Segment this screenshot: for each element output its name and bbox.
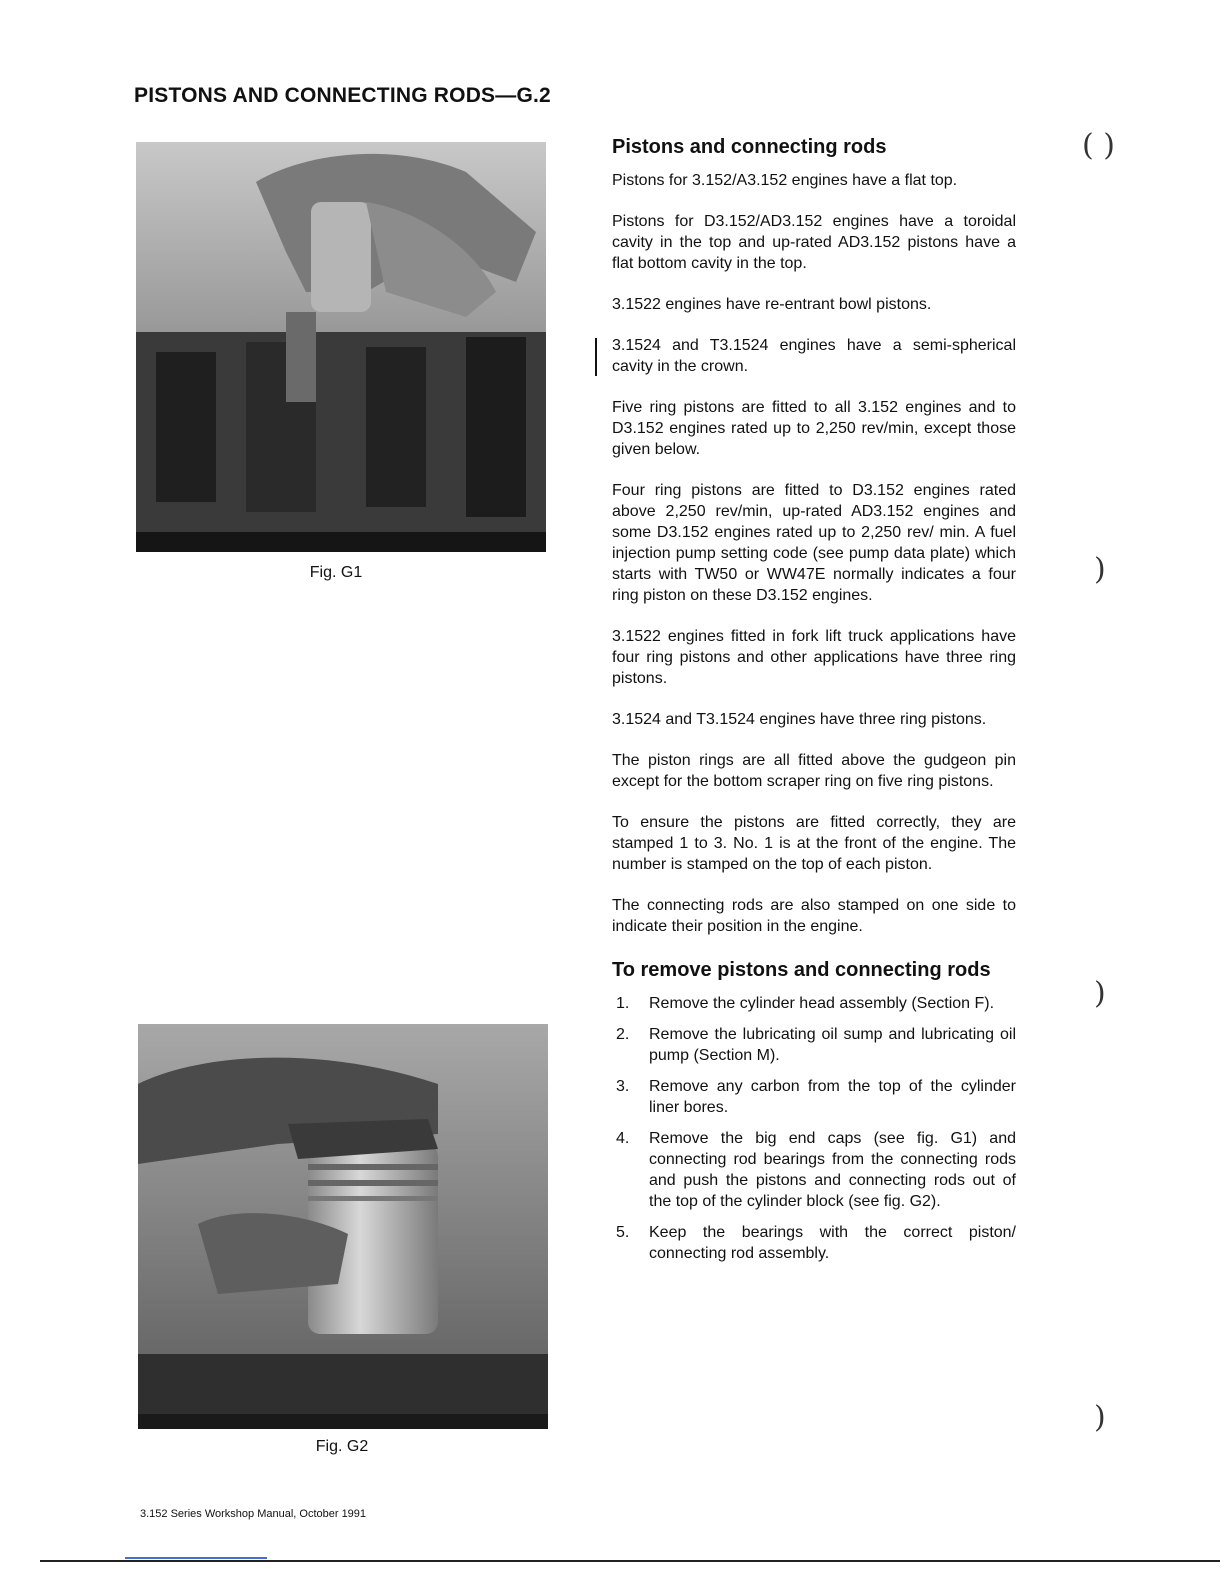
step-number: 5. [616, 1224, 630, 1241]
paragraph: The connecting rods are also stamped on one side to indicate their position in the engine. [612, 897, 1016, 935]
photo-piston-removal-icon [138, 1024, 548, 1429]
paragraph: 3.1522 engines fitted in fork lift truck applications have four ring pistons and other applications have three ring pistons. [612, 628, 1016, 687]
step-number: 2. [616, 1026, 630, 1043]
binder-hole-mark-icon: ) [1094, 1400, 1106, 1435]
list-item [612, 1076, 1016, 1118]
bottom-divider [40, 1560, 1220, 1562]
paragraph-text: 3.1524 and T3.1524 engines have a semi-spherical cavity in the crown. [612, 337, 1016, 375]
removal-steps-list [612, 993, 1016, 1264]
text-column [612, 134, 1016, 1274]
section-title-remove: To remove pistons and connecting rods [612, 959, 991, 981]
list-item [612, 993, 1016, 1014]
step-text: Remove the cylinder head assembly (Section F). [649, 995, 995, 1012]
figure-g1-photo [136, 142, 546, 552]
paragraph: 3.1522 engines have re-entrant bowl pistons. [612, 296, 932, 313]
step-text: Keep the bearings with the correct piston/ connecting rod assembly. [649, 1224, 1016, 1262]
photo-pushing-piston-icon [136, 142, 546, 552]
bottom-accent-divider [125, 1557, 267, 1559]
figure-g1-caption: Fig. G1 [309, 564, 363, 581]
step-number: 1. [616, 995, 630, 1012]
list-item [612, 1024, 1016, 1066]
figure-g2-photo [138, 1024, 548, 1429]
paragraph-with-change-bar [612, 335, 1016, 377]
paragraph: Pistons for 3.152/A3.152 engines have a flat top. [612, 172, 958, 189]
step-number: 4. [616, 1130, 630, 1147]
list-item [612, 1128, 1016, 1212]
page-title: PISTONS AND CONNECTING RODS—G.2 [134, 84, 551, 107]
step-text: Remove the lubricating oil sump and lubricating oil pump (Section M). [649, 1026, 1016, 1064]
paragraph: The piston rings are all fitted above the gudgeon pin except for the bottom scraper ring on five ring pistons. [612, 752, 1016, 790]
step-number: 3. [616, 1078, 630, 1095]
list-item [612, 1222, 1016, 1264]
paragraph: Pistons for D3.152/AD3.152 engines have a toroidal cavity in the top and up-rated AD3.152 pistons have a flat bottom cavity in the top. [612, 213, 1016, 272]
paragraph: To ensure the pistons are fitted correctly, they are stamped 1 to 3. No. 1 is at the front of the engine. The number is stamped on the top of each piston. [612, 814, 1016, 873]
figure-g2-caption: Fig. G2 [315, 1438, 369, 1455]
section-title-pistons: Pistons and connecting rods [612, 136, 887, 158]
paragraph: 3.1524 and T3.1524 engines have three ring pistons. [612, 711, 987, 728]
binder-hole-mark-icon: ) [1094, 976, 1106, 1011]
binder-hole-mark-icon: ( ) [1082, 128, 1115, 163]
binder-hole-mark-icon: ) [1094, 552, 1106, 587]
footer-text: 3.152 Series Workshop Manual, October 1991 [140, 1508, 367, 1520]
change-bar-icon [595, 338, 599, 376]
paragraph: Four ring pistons are fitted to D3.152 engines rated above 2,250 rev/min, up-rated AD3.152 engines and some D3.152 engines rated up to 2,250 rev/ min. A fuel injection pump setting code (see pump data plate) which starts with TW50 or WW47E normally indicates a four ring piston on these D3.152 engines. [612, 482, 1016, 604]
step-text: Remove the big end caps (see fig. G1) and connecting rod bearings from the connecting rods and push the pistons and connecting rods out of the top of the cylinder block (see fig. G2). [649, 1130, 1016, 1210]
paragraph: Five ring pistons are fitted to all 3.152 engines and to D3.152 engines rated up to 2,250 rev/min, except those given below. [612, 399, 1016, 458]
step-text: Remove any carbon from the top of the cylinder liner bores. [649, 1078, 1016, 1116]
